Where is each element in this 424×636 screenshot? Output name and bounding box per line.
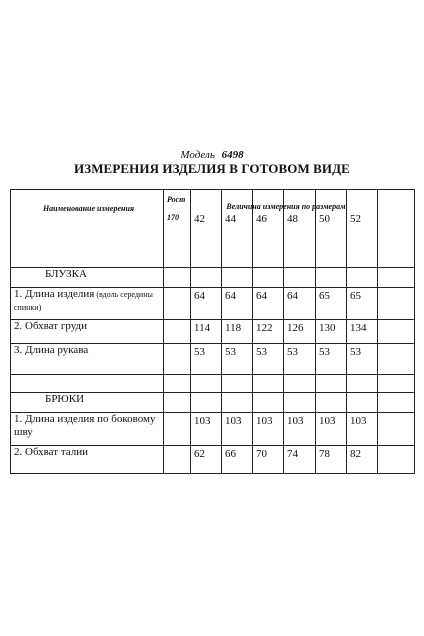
empty-cell	[378, 393, 415, 413]
height-value: 170	[167, 213, 179, 222]
value-cell: 82	[347, 446, 378, 474]
empty-cell	[316, 268, 347, 288]
empty-cell	[11, 375, 164, 393]
model-label: Модель	[180, 149, 215, 161]
empty-cell	[164, 446, 191, 474]
empty-cell	[284, 268, 316, 288]
col-values-header: Величина измерения по размерам	[226, 202, 346, 211]
empty-cell	[284, 393, 316, 413]
measurement-name: 1. Длина изделия по боковому шву	[11, 413, 164, 446]
value-cell: 103	[284, 413, 316, 446]
empty-cell	[284, 375, 316, 393]
empty-cell	[378, 190, 415, 268]
empty-cell	[316, 393, 347, 413]
empty-cell	[191, 393, 222, 413]
table-row	[11, 344, 415, 375]
empty-cell	[253, 268, 284, 288]
empty-cell	[253, 393, 284, 413]
value-cell: 114	[191, 320, 222, 344]
empty-cell	[191, 268, 222, 288]
section-row	[11, 393, 415, 413]
size-label: 46	[256, 213, 267, 225]
value-cell: 126	[284, 320, 316, 344]
empty-cell	[164, 268, 191, 288]
value-cell: 64	[222, 288, 253, 320]
model-number: 6498	[221, 149, 244, 161]
value-cell: 122	[253, 320, 284, 344]
measurement-name: 2. Обхват талии	[11, 446, 164, 474]
empty-cell	[378, 288, 415, 320]
empty-cell	[164, 288, 191, 320]
value-cell: 65	[347, 288, 378, 320]
empty-cell	[164, 393, 191, 413]
value-cell: 103	[191, 413, 222, 446]
empty-cell	[378, 375, 415, 393]
empty-cell	[222, 268, 253, 288]
empty-cell	[253, 375, 284, 393]
table-row	[11, 446, 415, 474]
table-row	[11, 413, 415, 446]
size-label: 44	[225, 213, 236, 225]
value-cell: 66	[222, 446, 253, 474]
table-header-row	[11, 190, 415, 268]
value-cell: 103	[316, 413, 347, 446]
empty-cell	[316, 375, 347, 393]
empty-cell	[347, 375, 378, 393]
value-cell: 53	[347, 344, 378, 375]
empty-cell	[164, 320, 191, 344]
empty-cell	[347, 393, 378, 413]
height-label: Рост	[167, 195, 186, 204]
value-cell: 53	[253, 344, 284, 375]
value-cell: 53	[316, 344, 347, 375]
empty-cell	[222, 375, 253, 393]
empty-cell	[191, 375, 222, 393]
value-cell: 64	[191, 288, 222, 320]
empty-cell	[378, 320, 415, 344]
value-cell: 74	[284, 446, 316, 474]
measurement-label: 1. Длина изделия	[14, 288, 95, 300]
section-row	[11, 268, 415, 288]
size-label: 52	[350, 213, 361, 225]
col-height-header	[164, 190, 191, 268]
section-title: БРЮКИ	[11, 393, 164, 413]
value-cell: 70	[253, 446, 284, 474]
value-cell: 53	[191, 344, 222, 375]
value-cell: 53	[222, 344, 253, 375]
table-row	[11, 320, 415, 344]
value-cell: 118	[222, 320, 253, 344]
empty-cell	[378, 268, 415, 288]
empty-cell	[164, 413, 191, 446]
empty-cell	[164, 344, 191, 375]
measurement-note: (вдоль середины спинки)	[14, 290, 153, 312]
value-cell: 130	[316, 320, 347, 344]
empty-cell	[222, 393, 253, 413]
measurement-name: 2. Обхват груди	[11, 320, 164, 344]
empty-cell	[347, 268, 378, 288]
model-line	[0, 149, 424, 161]
measurement-name	[11, 288, 164, 320]
size-label: 48	[287, 213, 298, 225]
empty-cell	[378, 446, 415, 474]
size-label: 42	[194, 213, 205, 225]
value-cell: 62	[191, 446, 222, 474]
value-cell: 134	[347, 320, 378, 344]
measurements-table	[10, 189, 415, 474]
empty-cell	[164, 375, 191, 393]
value-cell: 78	[316, 446, 347, 474]
section-title: БЛУЗКА	[11, 268, 164, 288]
value-cell: 64	[284, 288, 316, 320]
measurement-name: 3. Длина рукава	[11, 344, 164, 375]
document-title: ИЗМЕРЕНИЯ ИЗДЕЛИЯ В ГОТОВОМ ВИДЕ	[74, 161, 350, 176]
blank-row	[11, 375, 415, 393]
value-cell: 103	[253, 413, 284, 446]
col-name-header: Наименование измерения	[11, 190, 164, 268]
empty-cell	[378, 413, 415, 446]
value-cell: 103	[347, 413, 378, 446]
size-label: 50	[319, 213, 330, 225]
value-cell: 103	[222, 413, 253, 446]
table-row	[11, 288, 415, 320]
value-cell: 64	[253, 288, 284, 320]
value-cell: 53	[284, 344, 316, 375]
value-cell: 65	[316, 288, 347, 320]
empty-cell	[378, 344, 415, 375]
